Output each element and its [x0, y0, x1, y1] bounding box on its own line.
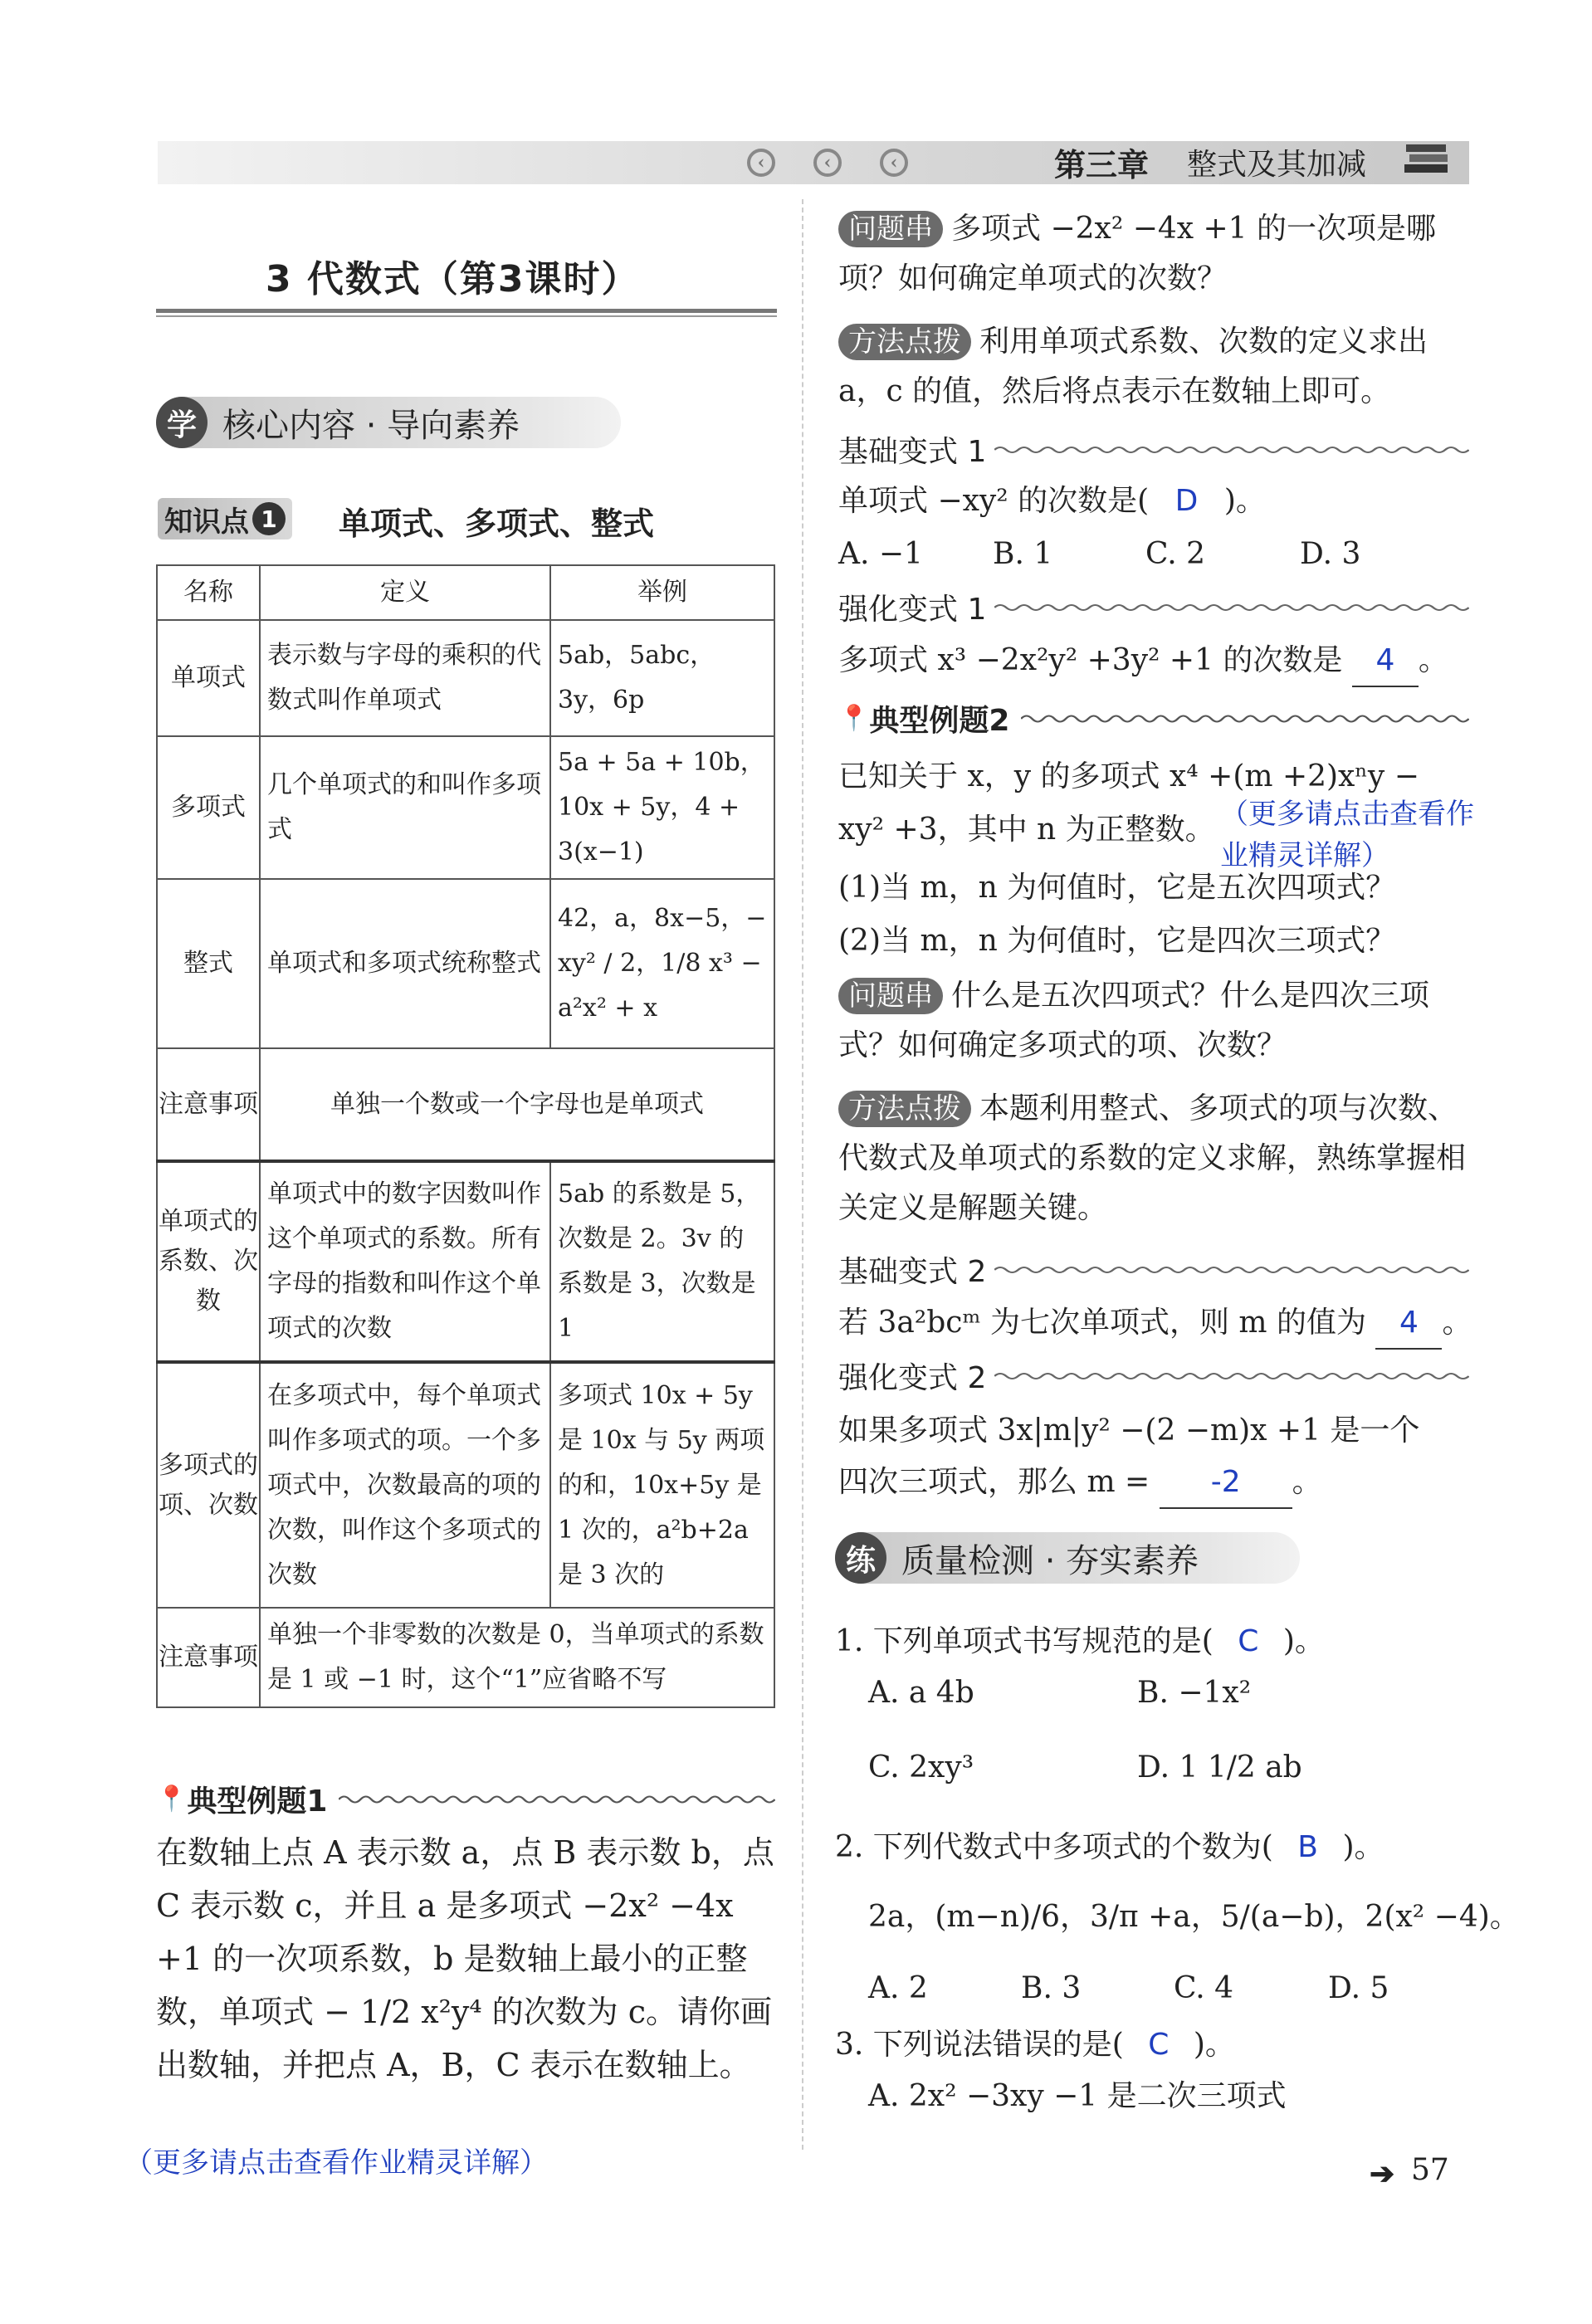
row-def: 单项式中的数字因数叫作这个单项式的系数。所有字母的指数和叫作这个单项式的次数	[260, 1161, 550, 1362]
section-title: 核心内容 · 导向素养	[222, 406, 520, 445]
kp-number: 1	[252, 502, 286, 535]
question-text: 多项式 x³ −2x²y² +3y² +1 的次数是	[838, 643, 1343, 677]
example1-label: 典型例题1	[187, 1784, 328, 1819]
question-close: )。	[1282, 1624, 1325, 1658]
answer: C	[1148, 2028, 1170, 2062]
definition-table	[156, 564, 775, 1708]
section-banner-practice	[835, 1532, 1300, 1584]
row-def: 表示数与字母的乘积的代数式叫作单项式	[260, 620, 550, 736]
question-text: 若 3a²bcᵐ 为七次单项式，则 m 的值为	[838, 1306, 1366, 1340]
wavy-rule	[994, 603, 1469, 613]
question-close: )。	[1193, 2028, 1235, 2062]
method-tip-tag: 方法点拨	[838, 1091, 971, 1127]
back-arrow-icon: ‹	[813, 149, 842, 177]
knowledge-point-title: 单项式、多项式、整式	[339, 505, 655, 542]
basic-variant-1-question	[838, 476, 1266, 526]
back-arrow-icon: ‹	[880, 149, 908, 177]
table-row	[157, 1362, 774, 1608]
option: A. 2	[868, 1971, 928, 2005]
option: B. 3	[1021, 1971, 1082, 2005]
question-text: 3. 下列说法错误的是(	[835, 2028, 1124, 2062]
answer: 4	[1352, 636, 1419, 687]
question-chain-text: 多项式 −2x² −4x +1 的一次项是哪项？如何确定单项式的次数？	[838, 212, 1437, 295]
row-name: 单项式	[157, 620, 260, 736]
strong-variant-2-header	[838, 1355, 1469, 1397]
question-text: 1. 下列单项式书写规范的是(	[835, 1624, 1214, 1658]
books-icon	[1403, 139, 1453, 178]
wavy-rule	[994, 445, 1469, 455]
option: A. 2x² −3xy −1 是二次三项式	[868, 2079, 1287, 2113]
question-close: )。	[1342, 1830, 1384, 1864]
row-name: 多项式的项、次数	[157, 1362, 260, 1608]
page-arrow-icon: ➔	[1370, 2156, 1395, 2191]
strong-variant-1-header	[838, 586, 1469, 628]
question-chain-tag: 问题串	[838, 978, 943, 1014]
quiz-question-1	[835, 1617, 1325, 1667]
example1-header	[156, 1778, 775, 1820]
section-icon: 学	[156, 397, 208, 448]
option: D. 3	[1300, 537, 1361, 571]
row-example: 5ab，5abc，3y，6p	[550, 620, 774, 736]
row-name: 多项式	[157, 736, 260, 879]
question-chain-text: 什么是五次四项式？什么是四次三项式？如何确定多项式的项、次数？	[838, 979, 1430, 1062]
table-row	[157, 1608, 774, 1707]
method-tip-2	[838, 1084, 1469, 1233]
kp-label: 知识点	[164, 505, 249, 539]
page-number: 57	[1411, 2153, 1449, 2187]
more-details-link[interactable]: （更多请点击查看作业精灵详解）	[125, 2146, 548, 2180]
table-row	[157, 620, 774, 736]
title-rule	[156, 309, 777, 313]
option: C. 2	[1145, 537, 1206, 571]
back-arrow-icon: ‹	[747, 149, 775, 177]
example2-part1: (1)当 m，n 为何值时，它是五次四项式？	[838, 871, 1396, 905]
method-tip-text: 本题利用整式、多项式的项与次数、代数式及单项式的系数的定义求解，熟练掌握相关定义是解题关键。	[838, 1091, 1467, 1225]
row-example: 42，a，8x−5，− xy² / 2，1/8 x³ − a²x² + x	[550, 879, 774, 1048]
lesson-title: 3 代数式（第3课时）	[266, 258, 640, 300]
example2-label: 典型例题2	[869, 704, 1010, 738]
table-row	[157, 1048, 774, 1161]
row-def: 在多项式中，每个单项式叫作多项式的项。一个多项式中，次数最高的项的次数，叫作这个多项式的次数	[260, 1362, 550, 1608]
question-close: 。	[1442, 1306, 1472, 1340]
table-header: 名称	[157, 565, 260, 620]
example2-part2: (2)当 m，n 为何值时，它是四次三项式？	[838, 924, 1396, 958]
question-close: 。	[1292, 1465, 1322, 1499]
basic-variant-2-header	[838, 1248, 1469, 1291]
row-note: 单独一个数或一个字母也是单项式	[260, 1048, 774, 1161]
row-name: 单项式的系数、次数	[157, 1161, 260, 1362]
answer: -2	[1160, 1457, 1292, 1509]
location-pin-icon: 📍	[156, 1784, 188, 1814]
section-title: 质量检测 · 夯实素养	[901, 1541, 1199, 1580]
strong-variant-2-label: 强化变式 2	[838, 1361, 987, 1395]
quiz-question-2	[835, 1823, 1384, 1872]
quiz-options	[868, 1964, 1466, 2014]
basic-variant-2-question	[838, 1298, 1472, 1350]
option: D. 5	[1328, 1971, 1389, 2005]
row-name: 注意事项	[157, 1048, 260, 1161]
table-row	[157, 879, 774, 1048]
question-close: 。	[1418, 643, 1448, 677]
answer: C	[1238, 1624, 1259, 1658]
option: D. 1 1/2 ab	[1137, 1750, 1302, 1784]
row-def: 单项式和多项式统称整式	[260, 879, 550, 1048]
quiz-expression: 2a，(m−n)/6，3/π +a，5/(a−b)，2(x² −4)。	[868, 1900, 1520, 1934]
row-name: 整式	[157, 879, 260, 1048]
knowledge-point-tag	[158, 498, 292, 540]
option: A. −1	[838, 537, 923, 571]
quiz-question-3	[835, 2020, 1235, 2070]
title-rule	[156, 315, 777, 317]
option: C. 4	[1174, 1971, 1234, 2005]
answer: D	[1174, 484, 1199, 518]
option: B. −1x²	[1137, 1676, 1252, 1710]
row-def: 几个单项式的和叫作多项式	[260, 736, 550, 879]
wavy-rule	[994, 1265, 1469, 1275]
strong-variant-2-line2	[838, 1457, 1322, 1509]
example2-text-line1: 已知关于 x，y 的多项式 x⁴ +(m +2)xⁿy −	[838, 759, 1419, 793]
section-icon: 练	[835, 1532, 886, 1584]
row-name: 注意事项	[157, 1608, 260, 1707]
basic-variant-2-label: 基础变式 2	[838, 1255, 987, 1289]
wavy-rule	[1021, 713, 1469, 725]
example2-header	[838, 697, 1469, 740]
column-divider	[802, 199, 803, 2150]
more-details-link[interactable]: （更多请点击查看作业精灵详解）	[1220, 798, 1474, 872]
question-text: 四次三项式，那么 m =	[838, 1465, 1150, 1499]
option: B. 1	[993, 537, 1053, 571]
row-example: 多项式 10x + 5y 是 10x 与 5y 两项的和，10x+5y 是 1 次的，a²b+2a 是 3 次的	[550, 1362, 774, 1608]
question-chain-tag: 问题串	[838, 211, 943, 247]
section-banner-core	[156, 397, 621, 448]
chapter-subtitle: 整式及其加减	[1187, 148, 1367, 182]
chapter-label: 第三章	[1054, 146, 1150, 183]
basic-variant-1-header	[838, 428, 1469, 471]
strong-variant-1-question	[838, 636, 1448, 687]
row-example: 5ab 的系数是 5，次数是 2。3v 的系数是 3，次数是 1	[550, 1161, 774, 1362]
table-row	[157, 1161, 774, 1362]
method-tip-text: 利用单项式系数、次数的定义求出 a，c 的值，然后将点表示在数轴上即可。	[838, 325, 1428, 408]
basic-variant-1-label: 基础变式 1	[838, 435, 987, 469]
question-chain-1	[838, 204, 1469, 304]
answer: B	[1297, 1830, 1318, 1864]
option: C. 2xy³	[868, 1750, 974, 1784]
answer: 4	[1375, 1298, 1442, 1350]
row-def: 单独一个非零数的次数是 0，当单项式的系数是 1 或 −1 时，这个“1”应省略不写	[260, 1608, 774, 1707]
question-close: )。	[1223, 484, 1266, 518]
question-text: 单项式 −xy² 的次数是(	[838, 484, 1150, 518]
method-tip-1	[838, 317, 1469, 417]
table-row	[157, 736, 774, 879]
wavy-rule	[339, 1794, 775, 1805]
example2-text-line2: xy² +3，其中 n 为正整数。	[838, 813, 1215, 847]
table-header: 举例	[550, 565, 774, 620]
option: A. a 4b	[868, 1676, 974, 1710]
strong-variant-2-line1: 如果多项式 3x|m|y² −(2 −m)x +1 是一个	[838, 1413, 1420, 1448]
basic-variant-1-options	[838, 530, 1469, 579]
table-header: 定义	[260, 565, 550, 620]
row-example: 5a + 5a + 10b，10x + 5y，4 + 3(x−1)	[550, 736, 774, 879]
method-tip-tag: 方法点拨	[838, 324, 971, 360]
question-text: 2. 下列代数式中多项式的个数为(	[835, 1830, 1273, 1864]
wavy-rule	[994, 1371, 1469, 1381]
example1-text: 在数轴上点 A 表示数 a，点 B 表示数 b，点 C 表示数 c，并且 a 是多项式 −2x² −4x +1 的一次项系数，b 是数轴上最小的正整数，单项式 − 1/2 x²y⁴ 的次数为 c。请你画出数轴，并把点 A，B，C 表示在数轴上。	[156, 1834, 774, 2083]
question-chain-2	[838, 971, 1469, 1071]
strong-variant-1-label: 强化变式 1	[838, 593, 987, 627]
location-pin-icon: 📍	[838, 704, 870, 733]
